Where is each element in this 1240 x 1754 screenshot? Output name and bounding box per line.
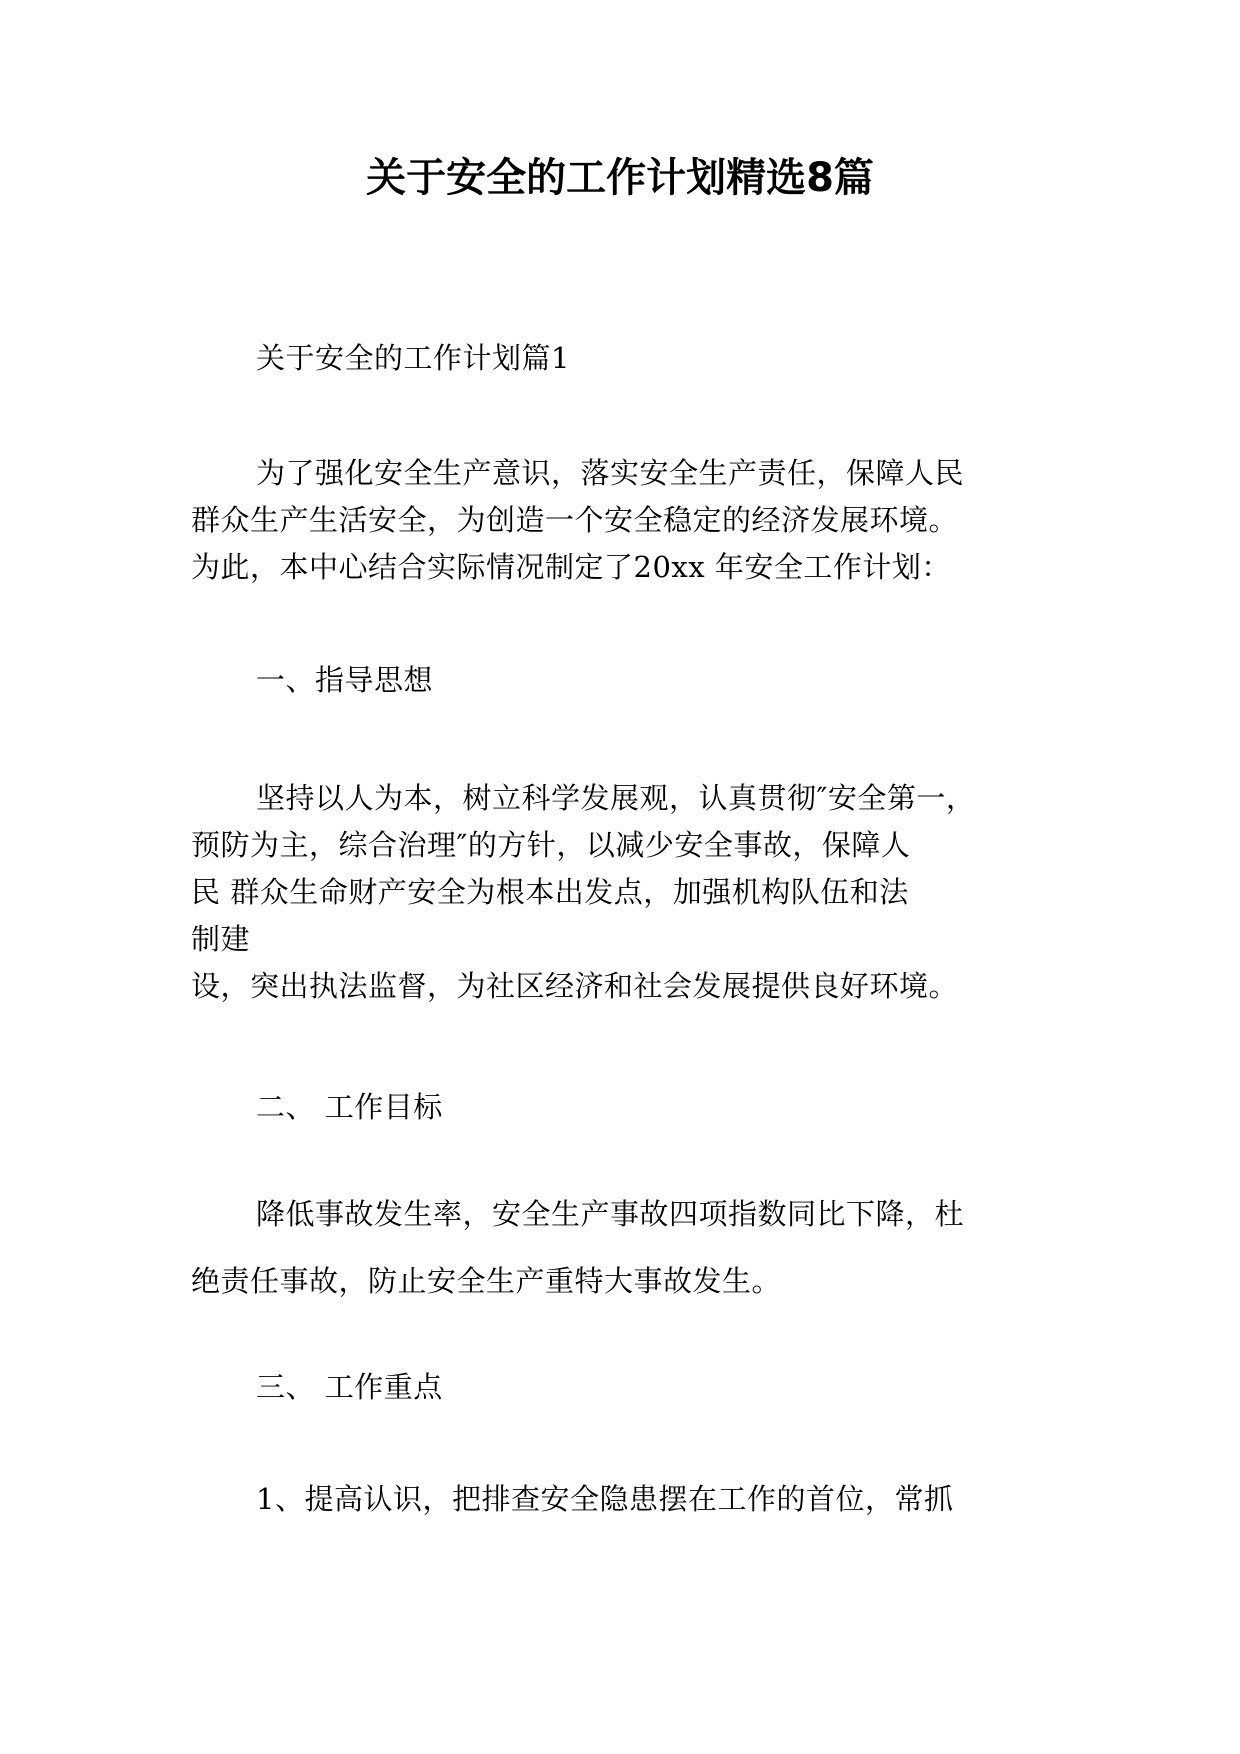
paragraph-4-line-1: 1、提高认识，把排查安全隐患摆在工作的首位，常抓 (256, 1482, 954, 1516)
paragraph-2-line-4: 制建 (191, 922, 251, 956)
document-title: 关于安全的工作计划精选8篇 (366, 155, 874, 201)
section-title: 关于安全的工作计划篇1 (256, 341, 570, 375)
heading-guiding-ideology: 一、指导思想 (256, 663, 434, 697)
paragraph-1-line-2: 群众生产生活安全，为创造一个安全稳定的经济发展环境。 (191, 503, 959, 537)
paragraph-3-line-2: 绝责任事故，防止安全生产重特大事故发生。 (191, 1264, 782, 1298)
paragraph-1-line-3: 为此，本中心结合实际情况制定了20xx 年安全工作计划： (191, 550, 951, 584)
heading-work-goals: 二、 工作目标 (256, 1090, 443, 1124)
paragraph-2-line-3: 民 群众生命财产安全为根本出发点，加强机构队伍和法 (191, 875, 909, 909)
paragraph-3-line-1: 降低事故发生率，安全生产事故四项指数同比下降，杜 (256, 1197, 965, 1231)
heading-work-priorities: 三、 工作重点 (256, 1370, 443, 1404)
paragraph-2-line-1: 坚持以人为本，树立科学发展观，认真贯彻″安全第一， (256, 781, 976, 815)
paragraph-1-line-1: 为了强化安全生产意识，落实安全生产责任，保障人民 (256, 456, 965, 490)
paragraph-2-line-2: 预防为主，综合治理″的方针，以减少安全事故，保障人 (191, 828, 911, 862)
paragraph-2-line-5: 设，突出执法监督，为社区经济和社会发展提供良好环境。 (191, 969, 959, 1003)
